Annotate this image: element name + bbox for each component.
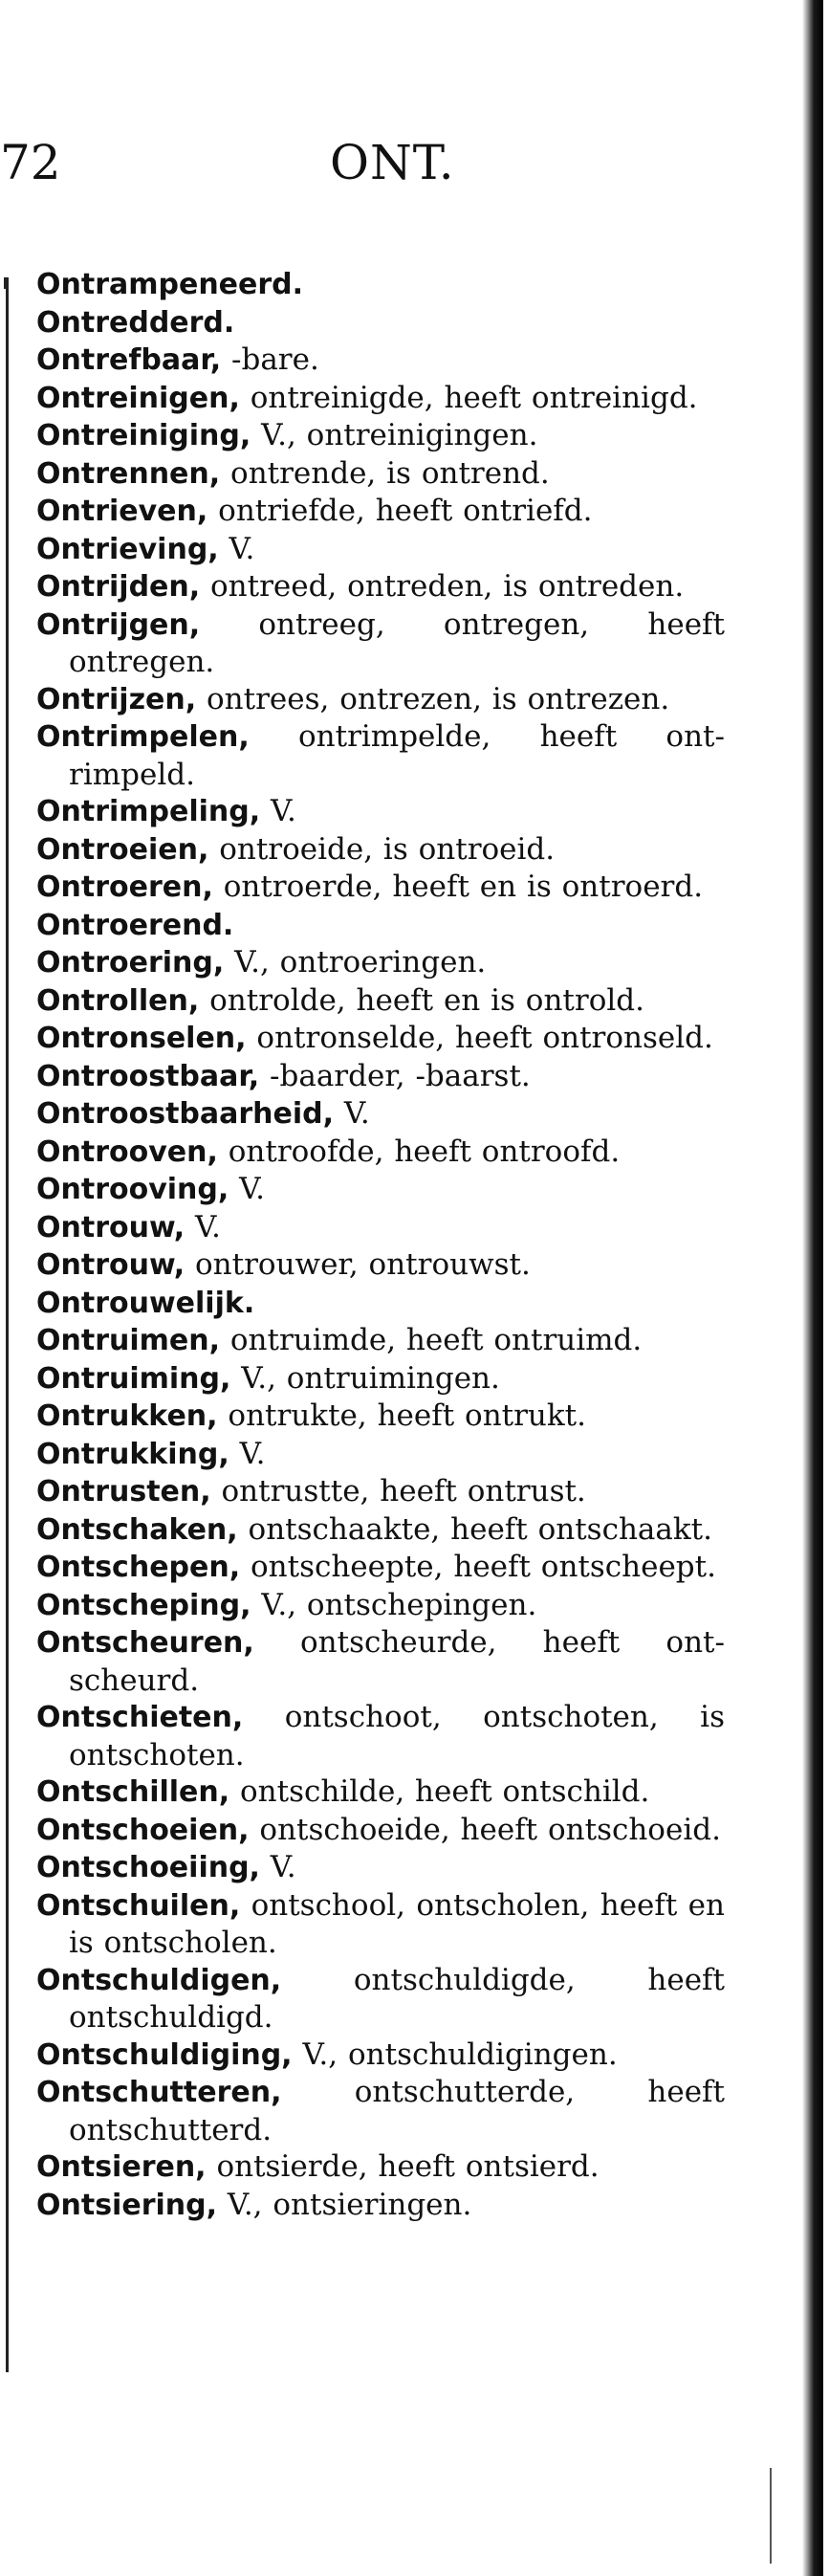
entry-headword: Ontreinigen, (36, 381, 240, 415)
entry-definition: ontrolde, heeft en is ontrold. (199, 982, 644, 1018)
entry-headword: Ontrusten, (36, 1475, 211, 1508)
dictionary-entry (36, 1134, 725, 1172)
dictionary-entry (36, 380, 725, 418)
dictionary-entry (36, 982, 725, 1021)
dictionary-entry (36, 1436, 725, 1474)
entry-definition: V., ontreinigingen. (251, 418, 538, 452)
entry-definition: ontsierde, heeft ontsierd. (206, 2149, 600, 2184)
dictionary-entry (36, 1171, 725, 1209)
entry-headword: Ontroerend. (36, 908, 234, 942)
entry-definition: ontscheepte, heeft ontscheept. (240, 1550, 716, 1584)
dictionary-entry (36, 1285, 725, 1323)
dictionary-entry (36, 1058, 725, 1096)
entry-definition: V. (229, 1436, 266, 1471)
dictionary-entry (36, 417, 725, 455)
entry-definition: ontreed, ontreden, is ontreden. (200, 569, 685, 604)
dictionary-entry (36, 1812, 725, 1850)
entry-definition: ontrimpelde, heeft ontrimpeld. (69, 719, 725, 792)
dictionary-entry (36, 341, 725, 380)
entry-headword: Ontrimpeling, (36, 795, 261, 828)
entry-headword: Ontrieving, (36, 532, 219, 566)
entry-definition: V. (185, 1209, 221, 1244)
entry-headword: Ontrijden, (36, 570, 201, 604)
entry-headword: Ontrouwelijk. (36, 1286, 255, 1320)
entry-definition: V., ontschepingen. (251, 1587, 537, 1622)
binding-shadow-line (770, 2468, 772, 2564)
dictionary-entry (36, 2037, 725, 2075)
dictionary-entry (36, 1773, 725, 1812)
entry-headword: Ontrennen, (36, 456, 221, 491)
entry-definition: ontschool, ontscholen, heeft en is ontscholen. (69, 1887, 725, 1960)
dictionary-entry (36, 1887, 725, 1962)
dictionary-entry (36, 793, 725, 831)
dictionary-entry (36, 1095, 725, 1134)
entry-definition: -baarder, -baarst. (259, 1058, 531, 1093)
dictionary-entry (36, 455, 725, 494)
dictionary-entry (36, 944, 725, 982)
entry-headword: Ontschuilen, (36, 1888, 241, 1923)
entry-headword: Ontscheuren, (36, 1626, 254, 1660)
dictionary-entry (36, 304, 725, 342)
entry-headword: Ontschuldigen, (36, 1963, 282, 1997)
entry-headword: Ontronselen, (36, 1022, 247, 1055)
dictionary-entry (36, 1624, 725, 1699)
entry-definition: ontroeide, is ontroeid. (208, 831, 556, 867)
dictionary-entry (36, 1473, 725, 1511)
dictionary-entry (36, 1398, 725, 1436)
entry-headword: Ontroostbaar, (36, 1059, 260, 1093)
page-binding-edge (802, 0, 823, 2576)
page-header (0, 134, 829, 201)
dictionary-entry (36, 1209, 725, 1247)
entry-definition: ontreeg, ontregen, heeft ontregen. (69, 606, 725, 679)
entry-headword: Ontrieven, (36, 495, 208, 528)
dictionary-entry (36, 266, 725, 304)
page-number: 72 (0, 135, 61, 190)
entry-definition: -bare. (221, 342, 319, 377)
entry-headword: Ontroeien, (36, 832, 209, 867)
dictionary-entries (36, 266, 725, 2224)
entry-definition: ontrende, is ontrend. (220, 455, 550, 491)
dictionary-entry (36, 1360, 725, 1398)
entry-definition: ontrukte, heeft ontrukt. (217, 1398, 586, 1433)
dictionary-entry (36, 606, 725, 681)
entry-headword: Ontrooving, (36, 1173, 229, 1206)
entry-headword: Ontschepen, (36, 1551, 241, 1584)
entry-headword: Ontreiniging, (36, 419, 251, 452)
entry-headword: Ontrefbaar, (36, 343, 222, 377)
entry-definition: V., ontruimingen. (230, 1360, 500, 1396)
entry-headword: Ontsiering, (36, 2188, 217, 2222)
dictionary-entry (36, 1962, 725, 2037)
entry-definition: ontruimde, heeft ontruimd. (220, 1323, 643, 1357)
entry-headword: Ontrampeneerd. (36, 268, 304, 301)
entry-definition: ontrees, ontrezen, is ontrezen. (196, 681, 670, 716)
dictionary-entry (36, 1322, 725, 1360)
entry-definition: V. (260, 794, 296, 828)
entry-headword: Ontschillen, (36, 1775, 230, 1809)
entry-headword: Ontschaken, (36, 1512, 238, 1547)
entry-headword: Ontruiming, (36, 1361, 231, 1396)
dictionary-entry (36, 493, 725, 531)
entry-definition: ontschutterde, heeft ontschutterd. (69, 2075, 725, 2147)
dictionary-entry (36, 1246, 725, 1285)
running-head: ONT. (330, 135, 455, 190)
entry-definition: V., ontroeringen. (224, 945, 487, 980)
entry-definition: ontschoeide, heeft ontschoeid. (249, 1812, 721, 1847)
entry-definition: ontschuldigde, heeft ontschuldigd. (69, 1962, 725, 2035)
entry-headword: Ontrooven, (36, 1134, 218, 1169)
entry-definition: ontscheurde, heeft ontscheurd. (69, 1625, 725, 1698)
entry-headword: Ontrimpelen, (36, 720, 250, 754)
dictionary-entry (36, 1849, 725, 1887)
dictionary-entry (36, 1549, 725, 1587)
entry-headword: Ontrouw, (36, 1210, 185, 1244)
entry-headword: Ontschoeien, (36, 1813, 250, 1847)
entry-headword: Ontsieren, (36, 2150, 207, 2184)
dictionary-entry (36, 869, 725, 907)
entry-definition: V. (218, 531, 255, 566)
dictionary-entry (36, 907, 725, 945)
entry-definition: ontrouwer, ontrouwst. (185, 1247, 531, 1282)
entry-definition: V., ontsieringen. (217, 2187, 472, 2222)
entry-headword: Ontrollen, (36, 983, 200, 1018)
entry-headword: Ontrijgen, (36, 607, 201, 642)
entry-headword: Ontschoeiing, (36, 1851, 260, 1884)
dictionary-entry (36, 1699, 725, 1773)
entry-headword: Ontroostbaarheid, (36, 1097, 335, 1131)
entry-headword: Ontredderd. (36, 305, 235, 340)
entry-headword: Ontschutteren, (36, 2076, 282, 2109)
entry-definition: ontriefde, heeft ontriefd. (207, 494, 593, 528)
entry-headword: Ontrukking, (36, 1437, 229, 1471)
dictionary-entry (36, 2148, 725, 2187)
entry-headword: Ontscheping, (36, 1588, 251, 1622)
entry-definition: ontschilde, heeft ontschild. (229, 1774, 650, 1809)
dictionary-entry (36, 1020, 725, 1058)
dictionary-entry (36, 1587, 725, 1625)
entry-headword: Ontroering, (36, 946, 225, 980)
entry-headword: Ontrukken, (36, 1399, 218, 1433)
dictionary-entry (36, 2187, 725, 2225)
entry-headword: Ontrijzen, (36, 682, 197, 716)
dictionary-entry (36, 531, 725, 569)
entry-definition: ontreinigde, heeft ontreinigd. (239, 380, 698, 415)
entry-definition: V. (334, 1096, 370, 1131)
entry-definition: ontroofde, heeft ontroofd. (217, 1134, 621, 1169)
dictionary-entry (36, 831, 725, 870)
entry-definition: ontronselde, heeft ontronseld. (246, 1021, 713, 1055)
entry-definition: ontschaakte, heeft ontschaakt. (237, 1511, 712, 1547)
entry-definition: V. (259, 1850, 296, 1884)
entry-headword: Ontrouw, (36, 1248, 185, 1282)
entry-definition: V. (229, 1172, 265, 1206)
entry-definition: ontschoot, ontschoten, is ontschoten. (69, 1700, 725, 1772)
entry-definition: V., ontschuldigingen. (292, 2037, 618, 2072)
left-margin-rule (6, 287, 9, 2372)
dictionary-entry (36, 1511, 725, 1550)
entry-definition: ontroerde, heeft en is ontroerd. (212, 870, 704, 904)
entry-headword: Ontschieten, (36, 1701, 244, 1734)
entry-headword: Ontroeren, (36, 870, 213, 904)
dictionary-entry (36, 568, 725, 606)
dictionary-entry (36, 681, 725, 719)
entry-headword: Ontruimen, (36, 1324, 220, 1357)
entry-headword: Ontschuldiging, (36, 2037, 293, 2072)
entry-definition: ontrustte, heeft ontrust. (210, 1474, 586, 1508)
dictionary-entry (36, 2074, 725, 2148)
dictionary-entry (36, 718, 725, 793)
